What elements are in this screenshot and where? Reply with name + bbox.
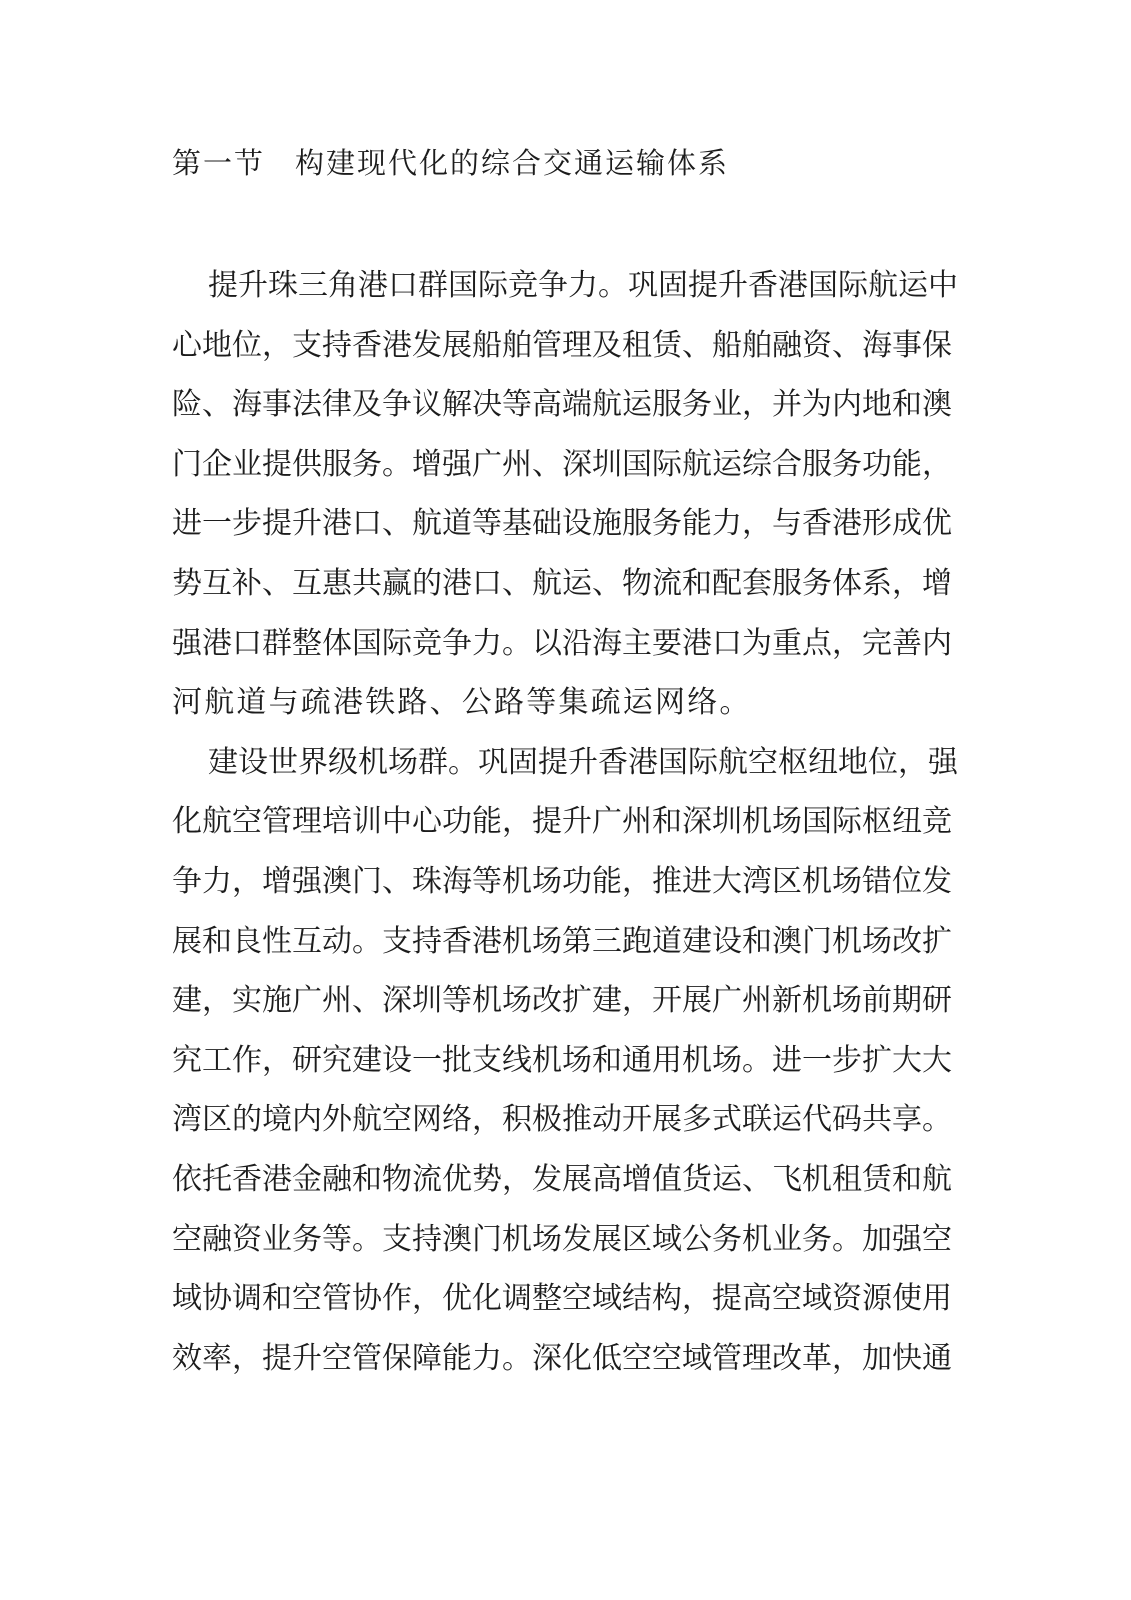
paragraph-line: 效率，提升空管保障能力。深化低空空域管理改革，加快通 [172, 1340, 952, 1376]
paragraph-line: 提升珠三角港口群国际竞争力。巩固提升香港国际航运中 [208, 268, 958, 303]
paragraph-airport-cluster [172, 733, 958, 1389]
paragraph-line: 争力，增强澳门、珠海等机场功能，推进大湾区机场错位发 [172, 863, 952, 899]
paragraph-line: 心地位，支持香港发展船舶管理及租赁、船舶融资、海事保 [172, 327, 952, 363]
section-heading [172, 138, 729, 188]
paragraph-line: 空融资业务等。支持澳门机场发展区域公务机业务。加强空 [172, 1221, 952, 1257]
section-title: 构建现代化的综合交通运输体系 [295, 146, 730, 180]
paragraph-line: 展和良性互动。支持香港机场第三跑道建设和澳门机场改扩 [172, 923, 952, 959]
section-number: 第一节 [172, 146, 266, 180]
paragraph-line: 进一步提升港口、航道等基础设施服务能力，与香港形成优 [172, 506, 952, 542]
paragraph-line: 湾区的境内外航空网络，积极推动开展多式联运代码共享。 [172, 1102, 952, 1138]
paragraph-line: 建设世界级机场群。巩固提升香港国际航空枢纽地位，强 [208, 744, 958, 780]
paragraph-line: 势互补、互惠共赢的港口、航运、物流和配套服务体系，增 [172, 565, 952, 601]
paragraph-line: 险、海事法律及争议解决等高端航运服务业，并为内地和澳 [172, 387, 952, 423]
paragraph-line: 建，实施广州、深圳等机场改扩建，开展广州新机场前期研 [172, 983, 952, 1019]
paragraph-line: 河航道与疏港铁路、公路等集疏运网络。 [172, 685, 752, 721]
paragraph-line: 门企业提供服务。增强广州、深圳国际航运综合服务功能， [172, 446, 952, 482]
paragraph-line: 究工作，研究建设一批支线机场和通用机场。进一步扩大大 [172, 1042, 952, 1078]
paragraph-line: 域协调和空管协作，优化调整空域结构，提高空域资源使用 [172, 1281, 952, 1317]
body-text [172, 256, 958, 1388]
paragraph-port-cluster [172, 256, 958, 733]
paragraph-line: 强港口群整体国际竞争力。以沿海主要港口为重点，完善内 [172, 625, 952, 661]
paragraph-line: 化航空管理培训中心功能，提升广州和深圳机场国际枢纽竞 [172, 804, 952, 840]
paragraph-line: 依托香港金融和物流优势，发展高增值货运、飞机租赁和航 [172, 1161, 952, 1197]
